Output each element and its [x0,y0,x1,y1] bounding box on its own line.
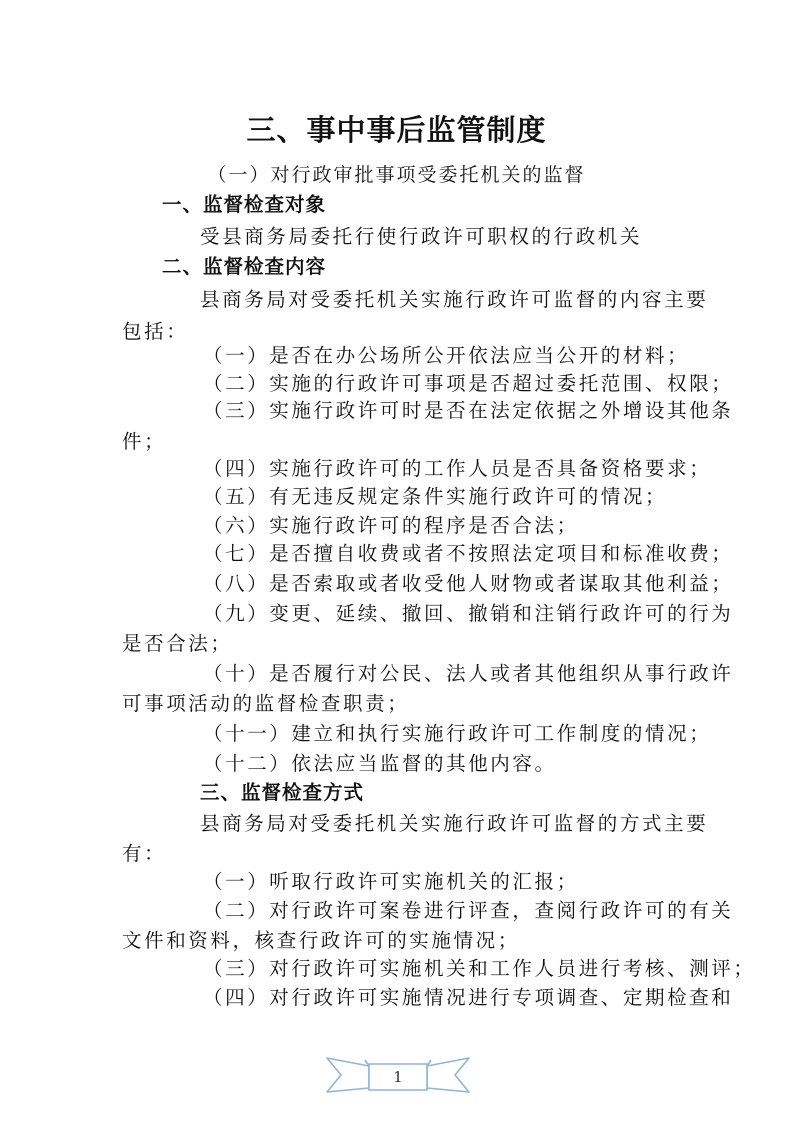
paragraph: 受县商务局委托行使行政许可职权的行政机关 [200,225,643,248]
list-item: 件； [122,430,167,453]
list-item: （十）是否履行对公民、法人或者其他组织从事行政许 [203,662,734,685]
page-title: 三、事中事后监管制度 [246,113,547,147]
list-item: （四）实施行政许可的工作人员是否具备资格要求； [203,457,712,480]
list-item: 可事项活动的监督检查职责； [122,692,410,715]
list-item: （六）实施行政许可的程序是否合法； [203,514,579,537]
section-heading-objects: 一、监督检查对象 [162,193,327,216]
section-heading-methods: 三、监督检查方式 [200,781,365,804]
list-item: （十一）建立和执行实施行政许可工作制度的情况； [203,722,712,745]
list-item: （三）实施行政许可时是否在法定依据之外增设其他条 [203,399,734,422]
list-item: 文件和资料，核查行政许可的实施情况； [122,929,520,952]
list-item: 是否合法； [122,632,233,655]
list-item: （八）是否索取或者收受他人财物或者谋取其他利益； [203,572,734,595]
list-item: （一）是否在办公场所公开依法应当公开的材料； [203,344,690,367]
list-item: （五）有无违反规定条件实施行政许可的情况； [203,485,668,508]
list-item: （四）对行政许可实施情况进行专项调查、定期检查和 [203,986,734,1009]
list-item: （二）实施的行政许可事项是否超过委托范围、权限； [203,372,734,395]
paragraph: 县商务局对受委托机关实施行政许可监督的内容主要 [200,288,709,311]
list-item: （一）听取行政许可实施机关的汇报； [203,870,579,893]
list-item: （九）变更、延续、撤回、撤销和注销行政许可的行为 [203,602,734,625]
section-heading-content: 二、监督检查内容 [162,255,327,278]
page-number: 1 [393,1068,403,1086]
list-item: （二）对行政许可案卷进行评查，查阅行政许可的有关 [203,899,734,922]
list-item: （七）是否擅自收费或者不按照法定项目和标准收费； [203,542,734,565]
paragraph: 有： [122,842,167,865]
paragraph: 包括： [122,320,189,343]
paragraph: 县商务局对受委托机关实施行政许可监督的方式主要 [200,812,709,835]
list-item: （三）对行政许可实施机关和工作人员进行考核、测评； [203,957,756,980]
subtitle: （一）对行政审批事项受委托机关的监督 [207,164,586,186]
list-item: （十二）依法应当监督的其他内容。 [203,752,557,775]
